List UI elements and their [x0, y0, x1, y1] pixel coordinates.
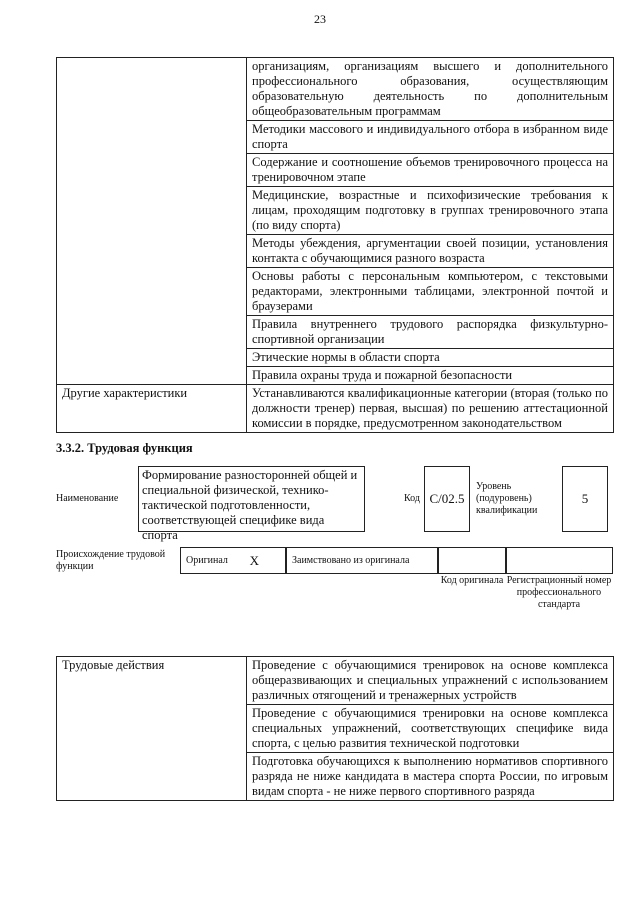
level-value-box: 5 — [562, 466, 608, 532]
knowledge-row: Медицинские, возрастные и психофизические требования к лицам, проходящим подготовку в группах тренировочного этапа (по виду спорта) — [247, 187, 614, 235]
origin-row — [180, 547, 613, 574]
action-row: Проведение с обучающимися тренировок на основе комплекса общеразвивающих и специальных упражнений с использованием различных отягощений и тренажерных устройств — [247, 657, 614, 705]
name-label: Наименование — [56, 493, 119, 504]
knowledge-row: Основы работы с персональным компьютером, с текстовыми редакторами, электронными таблицами, электронной почтой и браузерами — [247, 268, 614, 316]
knowledge-row: Правила охраны труда и пожарной безопасности — [247, 367, 614, 385]
origin-label: Происхождение трудовой функции — [56, 549, 166, 572]
action-row: Подготовка обучающихся к выполнению нормативов спортивного разряда не ниже кандидата в мастера спорта России, по игровым видам спорта - не ниже первого спортивного разряда — [247, 753, 614, 801]
original-label: Оригинал — [186, 555, 228, 566]
function-code-box: C/02.5 — [424, 466, 470, 532]
page-number: 23 — [314, 12, 326, 26]
code-label: Код — [404, 493, 420, 504]
knowledge-row: Правила внутреннего трудового распорядка физкультурно-спортивной организации — [247, 316, 614, 349]
original-cell — [180, 547, 286, 574]
reg-number-cell — [506, 547, 613, 574]
reg-number-label: Регистрационный номер профессионального стандарта — [506, 575, 612, 610]
original-mark: X — [249, 552, 259, 568]
actions-label: Трудовые действия — [57, 657, 247, 801]
section-heading: 3.3.2. Трудовая функция — [56, 441, 193, 455]
other-characteristics-label: Другие характеристики — [57, 385, 247, 433]
code-original-label: Код оригинала — [440, 575, 504, 586]
other-characteristics-text: Устанавливаются квалификационные категории (вторая (только по должности тренер) первая, высшая) по решению аттестационной комиссии в порядке, предусмотренном законодательством — [247, 385, 614, 433]
knowledge-row: Методики массового и индивидуального отбора в избранном виде спорта — [247, 121, 614, 154]
knowledge-row: Методы убеждения, аргументации своей позиции, установления контакта с обучающимися разного возраста — [247, 235, 614, 268]
code-original-cell — [438, 547, 506, 574]
level-label: Уровень (подуровень) квалификации — [476, 481, 538, 516]
empty-label-cell — [57, 58, 247, 385]
actions-table — [56, 656, 614, 801]
knowledge-row: Этические нормы в области спорта — [247, 349, 614, 367]
borrowed-cell: Заимствовано из оригинала — [286, 547, 438, 574]
knowledge-row: Содержание и соотношение объемов тренировочного процесса на тренировочном этапе — [247, 154, 614, 187]
knowledge-table — [56, 57, 614, 433]
function-name-box: Формирование разносторонней общей и специальной физической, технико-тактической подготовленности, соответствующей специфике вида спорта — [138, 466, 365, 532]
action-row: Проведение с обучающимися тренировки на основе комплекса специальных упражнений, соответствующих специфике вида спорта, с целью развития технической подготовки — [247, 705, 614, 753]
knowledge-row: организациям, организациям высшего и дополнительного профессионального образования, осуществляющим образовательную деятельность по дополнительным общеобразовательным программам — [247, 58, 614, 121]
